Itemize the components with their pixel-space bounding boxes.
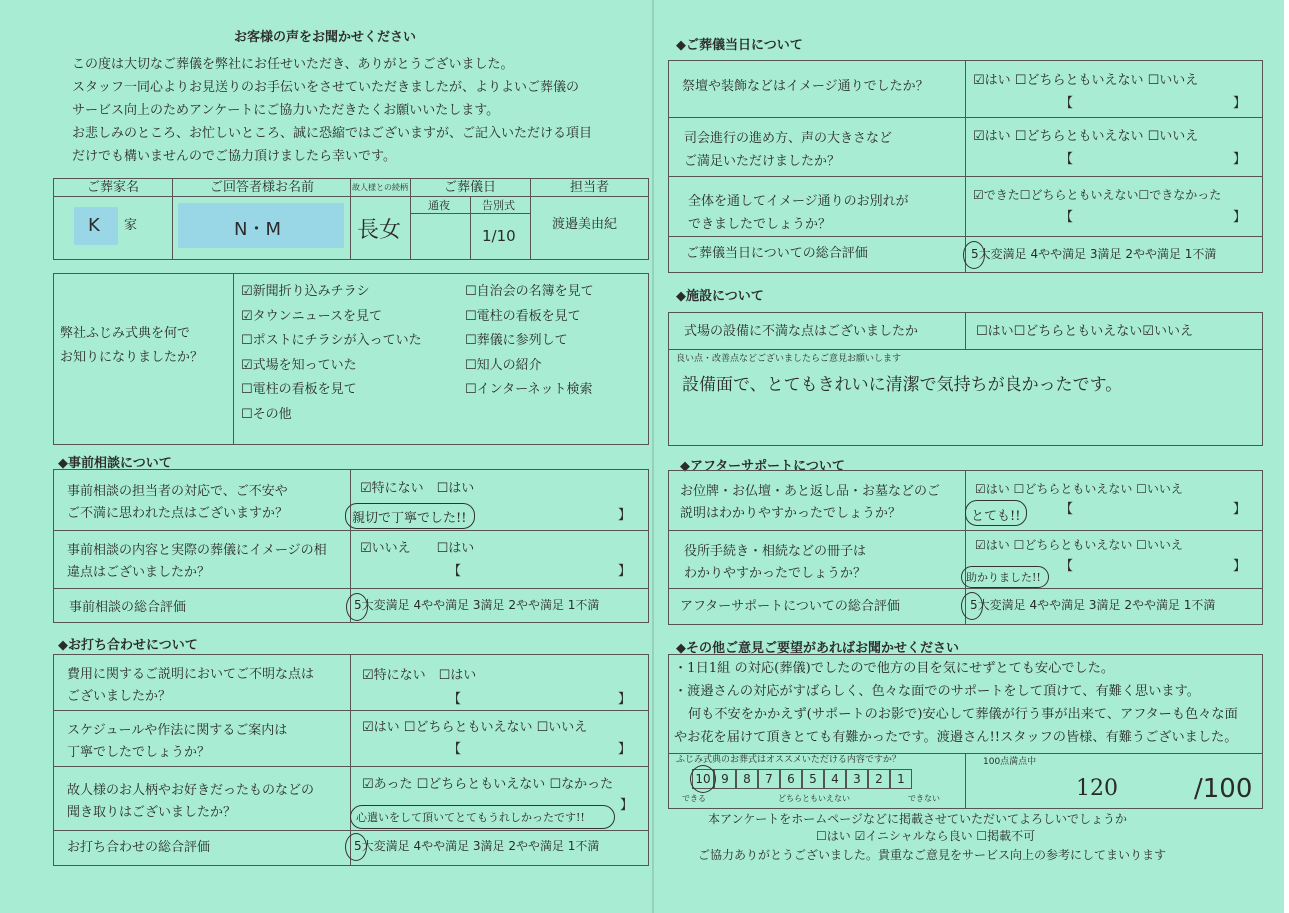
publish-question: 本アンケートをホームページなどに掲載させていただいてよろしいでしょうか (708, 812, 1128, 826)
source-options-right[interactable] (465, 280, 594, 403)
pre-q2 (67, 540, 327, 584)
bracket-open: 【 (1060, 210, 1074, 225)
as-q2-line: わかりやすかったでしょうか？ (684, 566, 867, 581)
inq-q3-note: 心遣いをして頂いてとてもうれしかったです!! (356, 811, 585, 824)
score-label: 100点満点中 (983, 757, 1037, 767)
rating-cell[interactable]: 3 (846, 769, 868, 789)
relation-label: 故人様との続柄 (352, 183, 408, 192)
as-q3-options[interactable]: 5大変満足 4やや満足 3満足 2やや満足 1不満 (970, 598, 1216, 612)
rating-cell[interactable]: 5 (802, 769, 824, 789)
bracket-close: 】 (620, 798, 634, 813)
family-suffix: 家 (124, 218, 138, 233)
inq-q3-options[interactable]: ☑あった ☐どちらともいえない ☐なかった (362, 777, 614, 792)
tsuya-label: 通夜 (428, 199, 450, 212)
score-max: /100 (1194, 774, 1253, 804)
inq-q2-line: 丁寧でしたでしょうか？ (67, 745, 211, 760)
funeral-date: 1/10 (482, 227, 516, 245)
option-post-flyer[interactable]: ☐ポストにチラシが入っていた (241, 333, 422, 349)
staff-label: 担当者 (570, 180, 610, 195)
kokubetsu-label: 告別式 (482, 199, 515, 212)
bracket-open: 【 (448, 742, 462, 757)
relation-value: 長女 (357, 218, 402, 243)
other-heading: ◆その他ご意見ご要望があればお聞かせください (676, 641, 959, 656)
respondent-name: N・M (234, 219, 281, 240)
as-q3: アフターサポートについての総合評価 (680, 599, 900, 614)
source-question (60, 322, 203, 370)
pre-q1-line: ご不満に思われた点はございますか？ (67, 506, 289, 521)
inq-q1 (67, 664, 314, 708)
family-initial: K (88, 215, 100, 236)
bracket-close: 】 (1233, 152, 1247, 167)
fd-q2-line: ご満足いただけましたか？ (684, 154, 841, 169)
date-label: ご葬儀日 (444, 180, 497, 195)
pre-q1 (67, 481, 288, 525)
fd-q4-options[interactable]: 5大変満足 4やや満足 3満足 2やや満足 1不満 (971, 247, 1217, 261)
fd-q3-line: できましたでしょうか？ (688, 217, 832, 232)
as-q1 (680, 481, 940, 525)
bracket-open: 【 (448, 692, 462, 707)
fd-q3 (688, 190, 909, 236)
bracket-open: 【 (448, 564, 462, 579)
as-q1-line: 説明はわかりやすかったでしょうか？ (680, 506, 902, 521)
fd-q2-line: 司会進行の進め方、声の大きさなど (684, 131, 893, 146)
rating-cell[interactable]: 10 (692, 769, 714, 789)
option-town-news[interactable]: ☑タウンニュースを見て (241, 308, 383, 324)
recommend-scale[interactable] (692, 769, 942, 791)
publish-options[interactable]: ☐はい ☑イニシャルなら良い ☐掲載不可 (816, 829, 1036, 843)
inq-q2 (67, 720, 287, 764)
page-fold (652, 0, 654, 913)
option-newspaper[interactable]: ☑新聞折り込みチラシ (241, 284, 370, 299)
rating-cell[interactable]: 7 (758, 769, 780, 789)
bracket-open: 【 (1060, 559, 1074, 574)
option-internet[interactable]: ☐インターネット検索 (465, 382, 593, 398)
inq-q3 (67, 780, 314, 824)
intro-text (72, 53, 592, 168)
intro-line: サービス向上のためアンケートにご協力いただきたくお願いいたします。 (72, 103, 500, 118)
pre-consult-heading: ◆事前相談について (58, 456, 172, 471)
fac-q1: 式場の設備に不満な点はございましたか (684, 324, 919, 339)
fd-q4: ご葬儀当日についての総合評価 (686, 246, 868, 261)
inquiry-heading: ◆お打ち合わせについて (58, 638, 198, 653)
bracket-close: 】 (618, 564, 632, 579)
other-comment-line: やお花を届けて頂きとても有難かったです。渡邉さん!!スタッフの皆様、有難うございました。 (674, 730, 1238, 745)
bracket-close: 】 (1233, 210, 1247, 225)
inq-q4: お打ち合わせの総合評価 (67, 840, 211, 855)
fac-comment: 設備面で、とてもきれいに清潔で気持ちが良かったです。 (682, 375, 1123, 395)
source-question-line: お知りになりましたか？ (60, 350, 204, 365)
funeral-day-heading: ◆ご葬儀当日について (676, 38, 803, 53)
as-q1-options[interactable]: ☑はい ☐どちらともいえない ☐いいえ (975, 482, 1183, 496)
inq-q1-line: ございましたか？ (67, 689, 172, 704)
recommend-label: ふじみ式典のお葬式はオススメいただける内容ですか？ (676, 755, 901, 765)
pre-q2-line: 事前相談の内容と実際の葬儀にイメージの相 (67, 543, 327, 558)
as-q2-options[interactable]: ☑はい ☐どちらともいえない ☐いいえ (975, 538, 1183, 552)
inq-q2-line: スケジュールや作法に関するご案内は (67, 723, 288, 738)
inq-q3-line: 故人様のお人柄やお好きだったものなどの (67, 783, 315, 798)
inq-q1-line: 費用に関するご説明においてご不明な点は (67, 667, 315, 682)
bracket-close: 】 (618, 692, 632, 707)
rating-cell[interactable]: 1 (890, 769, 912, 789)
inq-q2-options[interactable]: ☑はい ☐どちらともいえない ☐いいえ (362, 720, 588, 735)
option-pole-sign-2[interactable]: ☐電柱の看板を見て (465, 308, 581, 324)
as-q2-note: 助かりました!! (966, 571, 1041, 584)
option-knew-venue[interactable]: ☑式場を知っていた (241, 357, 357, 373)
option-attended-funeral[interactable]: ☐葬儀に参列して (465, 333, 568, 349)
inq-q1-options[interactable]: ☑特にない ☐はい (362, 668, 477, 683)
intro-line: だけでも構いませんのでご協力頂けましたら幸いです。 (72, 149, 396, 164)
fd-q2-options[interactable]: ☑はい ☐どちらともいえない ☐いいえ (973, 129, 1199, 144)
as-q2 (684, 541, 866, 585)
source-question-line: 弊社ふじみ式典を何で (60, 326, 191, 341)
family-name-label: ご葬家名 (87, 180, 140, 195)
after-support-heading: ◆アフターサポートについて (680, 459, 845, 474)
pre-q3-options[interactable]: 5大変満足 4やや満足 3満足 2やや満足 1不満 (354, 598, 600, 612)
intro-line: この度は大切なご葬儀を弊社にお任せいただき、ありがとうございました。 (72, 57, 514, 72)
pre-q1-note: 親切で丁寧でした!! (352, 511, 467, 526)
score-value: 120 (1076, 776, 1118, 801)
fd-q3-line: 全体を通してイメージ通りのお別れが (688, 194, 909, 209)
staff-name: 渡邉美由紀 (552, 217, 618, 232)
inq-q4-options[interactable]: 5大変満足 4やや満足 3満足 2やや満足 1不満 (354, 839, 600, 853)
other-comment-line: ・1日1組 の対応(葬儀)でしたので他方の目を気にせずとても安心でした。 (674, 661, 1115, 676)
bracket-close: 】 (1233, 96, 1247, 111)
paper-edge (1284, 0, 1289, 913)
fd-q3-options[interactable]: ☑できた☐どちらともいえない☐できなかった (973, 188, 1222, 202)
bracket-open: 【 (1060, 152, 1074, 167)
pre-q1-options[interactable]: ☑特にない ☐はい (360, 481, 475, 496)
other-comment-line: ・渡邉さんの対応がすばらしく、色々な面でのサポートをして頂けて、有難く思います。 (674, 684, 1200, 699)
scale-left-label: できる (682, 794, 706, 803)
intro-line: スタッフ一同心よりお見送りのお手伝いをさせていただきましたが、よりよいご葬儀の (72, 80, 580, 95)
as-q1-note: とても!! (971, 509, 1021, 524)
as-q1-line: お位牌・お仏壇・あと返し品・お墓などのご (680, 484, 941, 499)
scale-right-label: できない (908, 794, 940, 803)
other-comment (674, 657, 1238, 749)
bracket-open: 【 (1060, 502, 1074, 517)
bracket-close: 】 (618, 742, 632, 757)
pre-q3: 事前相談の総合評価 (69, 600, 187, 615)
option-pole-sign[interactable]: ☐電柱の看板を見て (241, 382, 357, 398)
bracket-close: 】 (1233, 559, 1247, 574)
option-community-list[interactable]: ☐自治会の名簿を見て (465, 284, 594, 299)
survey-title: お客様の声をお聞かせください (234, 30, 417, 45)
rating-cell[interactable]: 4 (824, 769, 846, 789)
rating-cell[interactable]: 9 (714, 769, 736, 789)
facility-heading: ◆施設について (676, 289, 764, 304)
intro-line: お悲しみのところ、お忙しいところ、誠に恐縮ではございますが、ご記入いただける項目 (72, 126, 593, 141)
option-other[interactable]: ☐その他 (241, 406, 292, 422)
scale-mid-label: どちらともいえない (778, 794, 850, 803)
bracket-close: 】 (1233, 502, 1247, 517)
respondent-label: ご回答者様お名前 (210, 180, 315, 195)
rating-cell[interactable]: 2 (868, 769, 890, 789)
selected-rating-circle (690, 765, 716, 793)
bracket-open: 【 (1060, 96, 1074, 111)
rating-cell[interactable]: 6 (780, 769, 802, 789)
option-acquaintance[interactable]: ☐知人の紹介 (465, 357, 542, 373)
fd-q1: 祭壇や装飾などはイメージ通りでしたか？ (682, 79, 929, 94)
as-q2-line: 役所手続き・相続などの冊子は (684, 544, 867, 559)
rating-cell[interactable]: 8 (736, 769, 758, 789)
bracket-close: 】 (618, 508, 632, 523)
pre-q2-line: 違点はございましたか？ (67, 565, 211, 580)
source-options-left[interactable] (241, 280, 422, 428)
inq-q3-line: 聞き取りはございましたか？ (67, 805, 237, 820)
fac-comment-label: 良い点・改善点などございましたらご意見お願いします (676, 354, 902, 364)
thanks-text: ご協力ありがとうございました。貴重なご意見をサービス向上の参考にしてまいります (698, 848, 1167, 862)
pre-q2-options[interactable]: ☑いいえ ☐はい (360, 541, 475, 556)
fac-q1-options[interactable]: ☐はい☐どちらともいえない☑いいえ (976, 324, 1193, 339)
pre-q1-line: 事前相談の担当者の対応で、ご不安や (67, 484, 288, 499)
fd-q2 (684, 127, 892, 173)
other-comment-line: 何も不安をかかえず(サポートのお影で)安心して葬儀が行う事が出来て、アフターも色々な面 (688, 707, 1238, 722)
fd-q1-options[interactable]: ☑はい ☐どちらともいえない ☐いいえ (973, 73, 1199, 88)
